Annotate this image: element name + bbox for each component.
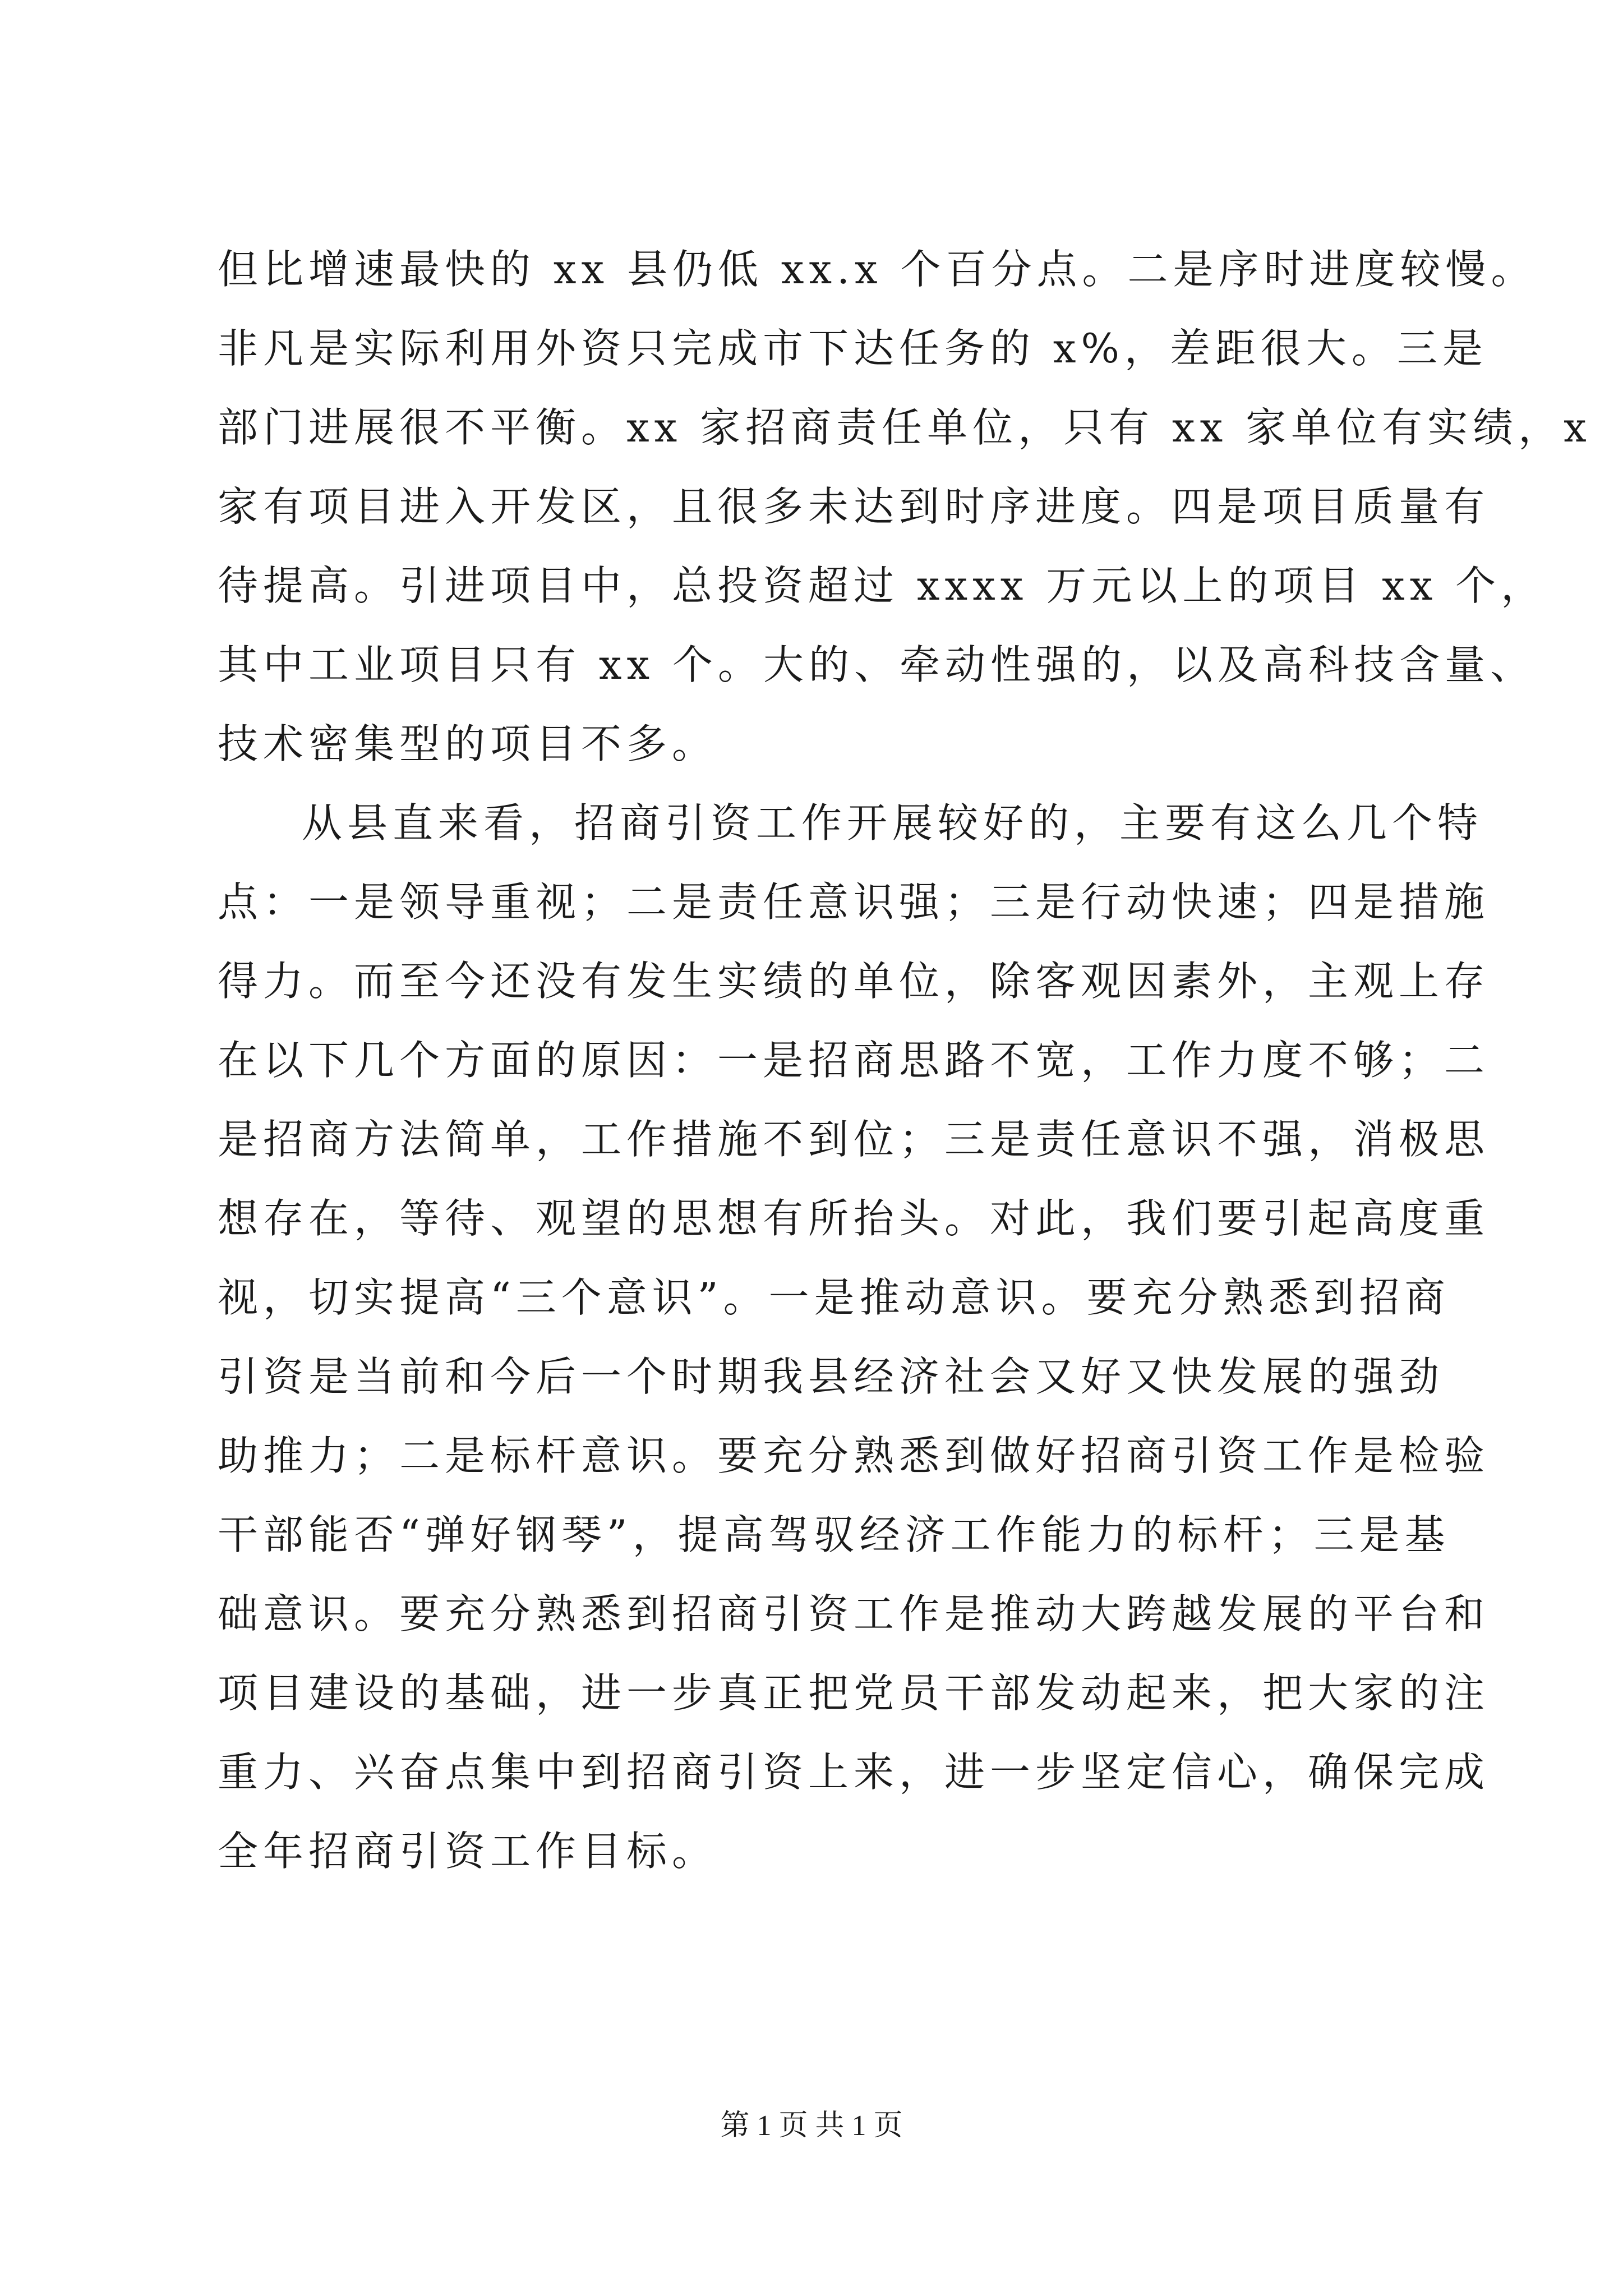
text-line: 全年招商引资工作目标。 (218, 1828, 718, 1875)
text-line: 是招商方法简单，工作措施不到位；三是责任意识不强，消极思 (218, 1116, 1490, 1163)
page-number-footer: 第 1 页 共 1 页 (720, 2110, 903, 2142)
text-line: 引资是当前和今后一个时期我县经济社会又好又快发展的强劲 (218, 1353, 1445, 1400)
text-line: 想存在，等待、观望的思想有所抬头。对此，我们要引起高度重 (218, 1195, 1490, 1242)
document-body (218, 230, 1592, 1891)
text-line: 得力。而至今还没有发生实绩的单位，除客观因素外，主观上存 (218, 958, 1490, 1005)
text-line: 家有项目进入开发区，且很多未达到时序进度。四是项目质量有 (218, 483, 1490, 530)
text-line: 待提高。引进项目中，总投资超过 xxxx 万元以上的项目 xx 个， (218, 562, 1547, 609)
text-line: 视，切实提高“三个意识”。一是推动意识。要充分熟悉到招商 (218, 1274, 1450, 1321)
text-line: 在以下几个方面的原因：一是招商思路不宽，工作力度不够；二 (218, 1037, 1490, 1084)
text-line: 重力、兴奋点集中到招商引资上来，进一步坚定信心，确保完成 (218, 1749, 1490, 1796)
text-line: 助推力；二是标杆意识。要充分熟悉到做好招商引资工作是检验 (218, 1432, 1490, 1479)
text-line: 部门进展很不平衡。xx 家招商责任单位，只有 xx 家单位有实绩，x (218, 404, 1592, 451)
text-line: 非凡是实际利用外资只完成市下达任务的 x%，差距很大。三是 (218, 325, 1488, 372)
paragraph-first-line: 从县直来看，招商引资工作开展较好的，主要有这么几个特 (302, 799, 1483, 846)
text-line: 点：一是领导重视；二是责任意识强；三是行动快速；四是措施 (218, 878, 1490, 926)
text-line: 项目建设的基础，进一步真正把党员干部发动起来，把大家的注 (218, 1669, 1490, 1717)
text-line: 但比增速最快的 xx 县仍低 xx.x 个百分点。二是序时进度较慢。 (218, 246, 1537, 293)
text-line: 础意识。要充分熟悉到招商引资工作是推动大跨越发展的平台和 (218, 1590, 1490, 1637)
text-line: 其中工业项目只有 xx 个。大的、牵动性强的，以及高科技含量、 (218, 641, 1536, 688)
text-line: 技术密集型的项目不多。 (218, 720, 718, 767)
text-line: 干部能否“弹好钢琴”，提高驾驭经济工作能力的标杆；三是基 (218, 1511, 1450, 1558)
